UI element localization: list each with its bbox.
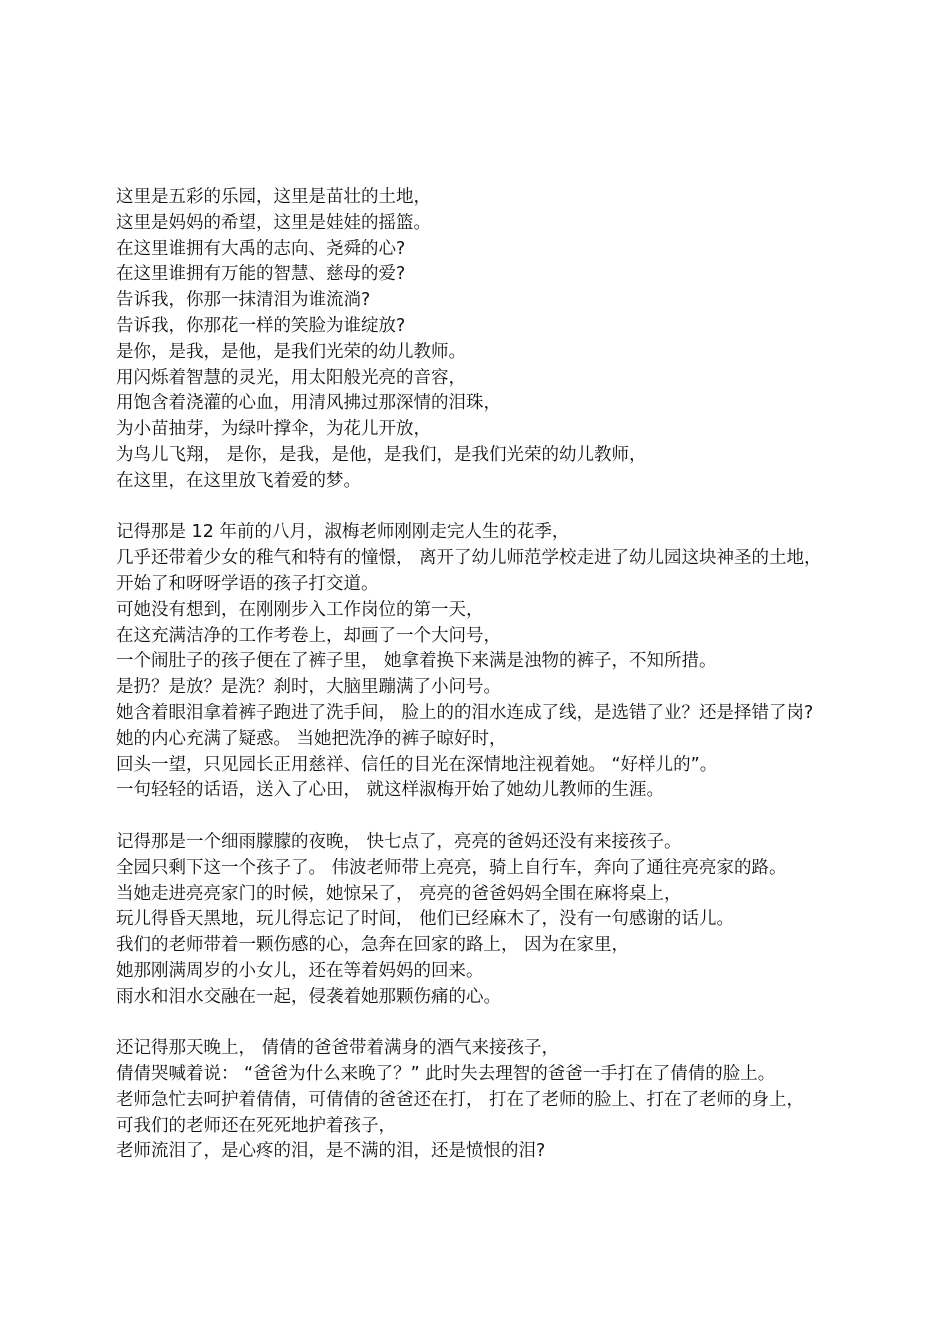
text-line: 几乎还带着少女的稚气和特有的憧憬， 离开了幼儿师范学校走进了幼儿园这块神圣的土地，: [116, 548, 822, 569]
text-line: 还记得那天晚上， 倩倩的爸爸带着满身的酒气来接孩子，: [116, 1038, 560, 1059]
text-line: 玩儿得昏天黑地，玩儿得忘记了时间， 他们已经麻木了，没有一句感谢的话儿。: [116, 909, 735, 930]
stanza-3: [116, 830, 846, 1011]
text-line: 雨水和泪水交融在一起，侵袭着她那颗伤痛的心。: [116, 986, 501, 1007]
text-line: 告诉我，你那花一样的笑脸为谁绽放?: [116, 315, 406, 336]
text-line: 在这里谁拥有万能的智慧、慈母的爱?: [116, 264, 406, 285]
text-line: 我们的老师带着一颗伤感的心，急奔在回家的路上， 因为在家里，: [116, 935, 630, 956]
text-line: 在这里谁拥有大禹的志向、尧舜的心?: [116, 238, 406, 259]
text-line: 是扔？是放？是洗？刹时，大脑里蹦满了小问号。: [116, 677, 501, 698]
text-line: 告诉我，你那一抹清泪为谁流淌?: [116, 290, 371, 311]
text-line: 可她没有想到，在刚刚步入工作岗位的第一天，: [116, 599, 484, 620]
stanza-2: [116, 520, 846, 804]
text-line: 在这里，在这里放飞着爱的梦。: [116, 470, 361, 491]
text-line: 全园只剩下这一个孩子了。 伟波老师带上亮亮，骑上自行车，奔向了通往亮亮家的路。: [116, 857, 787, 878]
text-line: 当她走进亮亮家门的时候，她惊呆了， 亮亮的爸爸妈妈全围在麻将桌上，: [116, 883, 682, 904]
text-line: 倩倩哭喊着说： “爸爸为什么来晚了？” 此时失去理智的爸爸一手打在了倩倩的脸上。: [116, 1064, 776, 1085]
text-line: 记得那是一个细雨朦朦的夜晚， 快七点了，亮亮的爸妈还没有来接孩子。: [116, 831, 682, 852]
text-line: 为鸟儿飞翔， 是你，是我，是他，是我们，是我们光荣的幼儿教师，: [116, 444, 647, 465]
text-line: 用饱含着浇灌的心血，用清风拂过那深情的泪珠，: [116, 393, 501, 414]
text-line: 回头一望，只见园长正用慈祥、信任的目光在深情地注视着她。 “好样儿的”。: [116, 754, 718, 775]
stanza-4: [116, 1036, 846, 1165]
text-line: 为小苗抽芽，为绿叶撑伞，为花儿开放，: [116, 419, 431, 440]
text-line: 她含着眼泪拿着裤子跑进了洗手间， 脸上的的泪水连成了线，是选错了业？还是择错了岗?: [116, 702, 814, 723]
text-line: 她那刚满周岁的小女儿，还在等着妈妈的回来。: [116, 960, 484, 981]
text-line: 用闪烁着智慧的灵光，用太阳般光亮的音容，: [116, 367, 466, 388]
text-line: 可我们的老师还在死死地护着孩子，: [116, 1115, 396, 1136]
text-line: 老师流泪了，是心疼的泪，是不满的泪，还是愤恨的泪?: [116, 1141, 546, 1162]
text-line: 一个闹肚子的孩子便在了裤子里， 她拿着换下来满是浊物的裤子，不知所措。: [116, 651, 717, 672]
text-line: 老师急忙去呵护着倩倩，可倩倩的爸爸还在打， 打在了老师的脸上、打在了老师的身上，: [116, 1089, 805, 1110]
text-line: 在这充满洁净的工作考卷上，却画了一个大问号，: [116, 625, 501, 646]
document-page: [116, 185, 846, 1191]
text-line: 开始了和呀呀学语的孩子打交道。: [116, 573, 379, 594]
text-line: 是你，是我，是他，是我们光荣的幼儿教师。: [116, 341, 466, 362]
text-line: 一句轻轻的话语，送入了心田， 就这样淑梅开始了她幼儿教师的生涯。: [116, 780, 665, 801]
text-line: 这里是妈妈的希望，这里是娃娃的摇篮。: [116, 212, 431, 233]
stanza-1: [116, 185, 846, 495]
text-line: 她的内心充满了疑惑。 当她把洗净的裤子晾好时，: [116, 728, 507, 749]
text-line: 这里是五彩的乐园，这里是苗壮的土地，: [116, 187, 431, 207]
text-line: 记得那是 12 年前的八月，淑梅老师刚刚走完人生的花季，: [116, 522, 570, 543]
